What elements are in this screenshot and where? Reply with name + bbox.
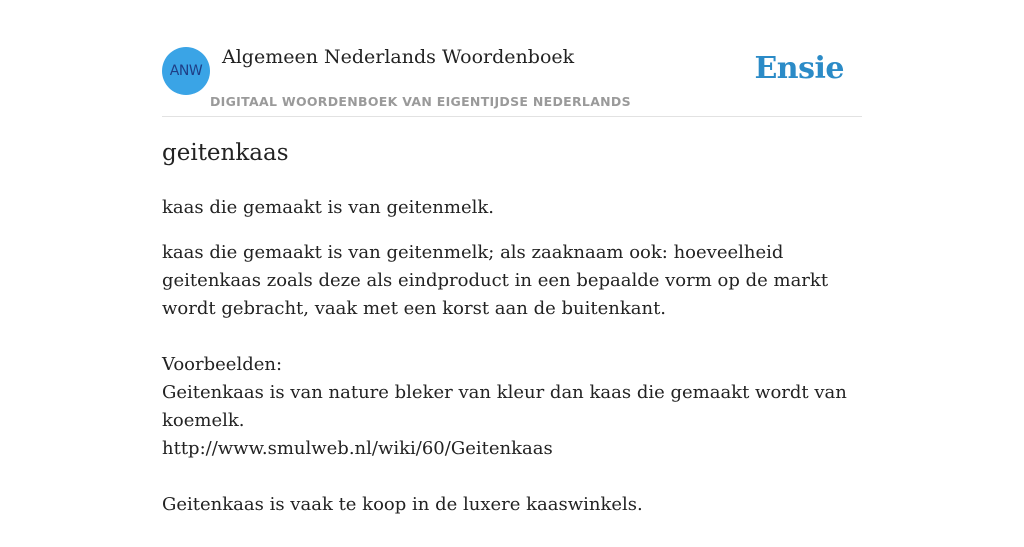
long-definition: kaas die gemaakt is van geitenmelk; als zaaknaam ook: hoeveelheid geitenkaas zoals deze als eindproduct in een bepaalde vorm op de markt wordt gebracht, vaak met een korst aan de buitenkant.: [162, 242, 829, 319]
anw-logo[interactable]: [162, 47, 210, 95]
examples-section: [162, 351, 862, 547]
example-text: Geitenkaas is vaak te koop in de luxere kaaswinkels.: [162, 494, 643, 515]
site-title[interactable]: Algemeen Nederlands Woordenboek: [222, 46, 575, 68]
entry-card: [162, 0, 862, 515]
logo-text: ANW: [169, 63, 203, 79]
ensie-brand-logo[interactable]: Ensie: [754, 51, 844, 86]
header: [162, 0, 862, 117]
short-definition: kaas die gemaakt is van geitenmelk.: [162, 197, 494, 218]
example-text: Geitenkaas is van nature bleker van kleur dan kaas die gemaakt wordt van koemelk.: [162, 382, 847, 431]
page-title: geitenkaas: [162, 140, 289, 166]
site-subtitle: DIGITAAL WOORDENBOEK VAN EIGENTIJDSE NEDERLANDS: [210, 94, 631, 109]
example-item: [162, 379, 862, 463]
example-item: [162, 491, 862, 519]
example-source-link[interactable]: http://www.smulweb.nl/wiki/60/Geitenkaas: [162, 438, 553, 459]
examples-label: Voorbeelden:: [162, 354, 283, 375]
